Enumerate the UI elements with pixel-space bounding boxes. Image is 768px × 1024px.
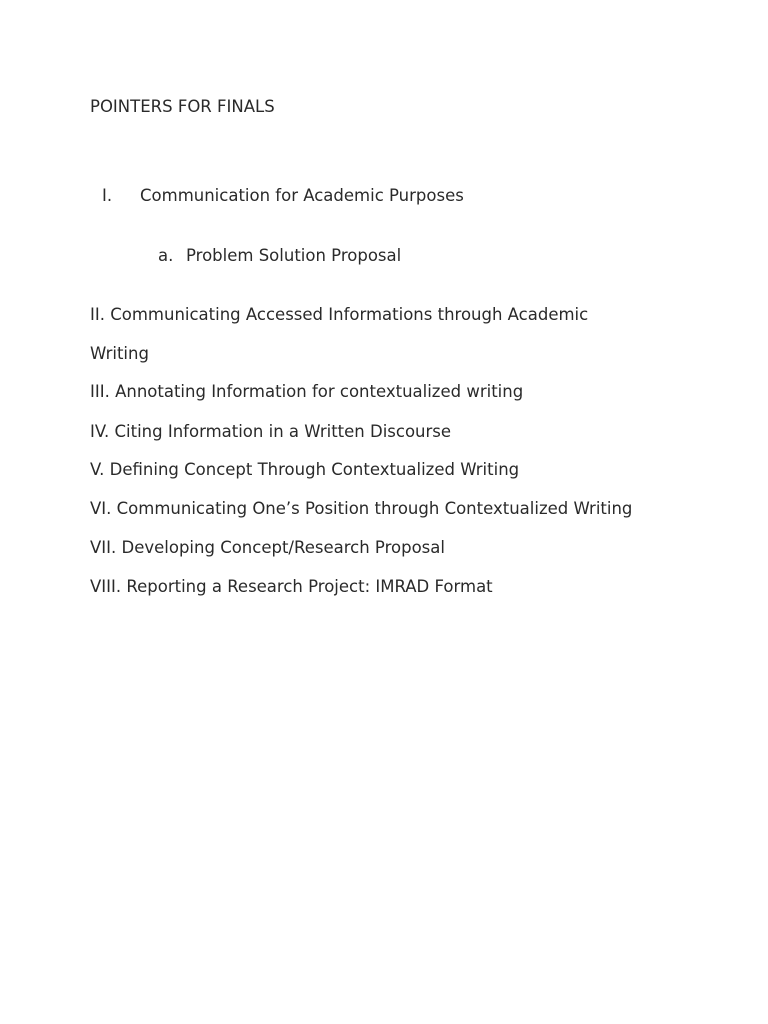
section-vii: VII. Developing Concept/Research Proposal <box>90 538 445 557</box>
subitem-a-letter: a. <box>158 246 174 265</box>
section-iii: III. Annotating Information for contextualized writing <box>90 382 524 401</box>
section-viii: VIII. Reporting a Research Project: IMRAD Format <box>90 577 493 596</box>
section-i-number: I. <box>102 186 113 205</box>
section-ii-line2: Writing <box>90 344 149 363</box>
section-ii-line1: II. Communicating Accessed Informations through Academic <box>90 305 589 324</box>
section-i-heading: Communication for Academic Purposes <box>140 186 464 205</box>
subitem-a-text: Problem Solution Proposal <box>186 246 402 265</box>
section-vi: VI. Communicating One’s Position through Contextualized Writing <box>90 499 633 518</box>
section-iv: IV. Citing Information in a Written Discourse <box>90 422 452 441</box>
document-title: POINTERS FOR FINALS <box>90 97 275 116</box>
section-v: V. Defining Concept Through Contextualized Writing <box>90 460 520 479</box>
